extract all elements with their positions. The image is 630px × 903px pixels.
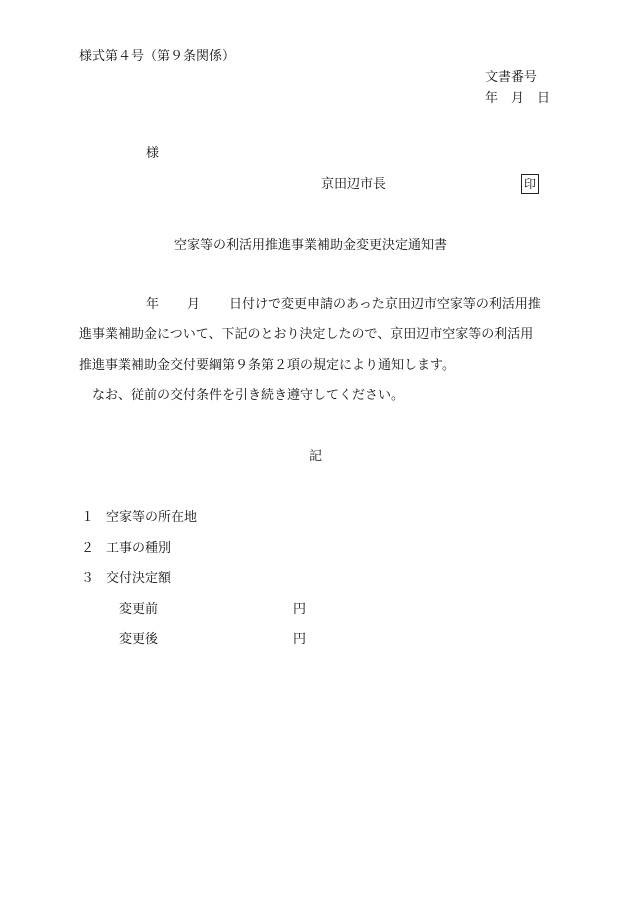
document-title: 空家等の利活用推進事業補助金変更決定通知書 — [174, 238, 448, 253]
amount-unit: 円 — [293, 602, 307, 617]
item-number: ３ — [81, 571, 95, 586]
amount-label: 変更前 — [119, 602, 159, 617]
addressee-suffix: 様 — [146, 146, 160, 161]
date-line: 年 月 日 — [485, 91, 551, 106]
sender-name: 京田辺市長 — [321, 177, 387, 192]
body-year: 年 — [146, 297, 160, 312]
document-number-label: 文書番号 — [485, 70, 538, 85]
amount-unit: 円 — [293, 632, 307, 647]
seal-stamp: 印 — [521, 174, 539, 194]
body-month: 月 — [187, 297, 201, 312]
item-number: ２ — [81, 541, 95, 556]
body-line-2: 進事業補助金について、下記のとおり決定したので、京田辺市空家等の利活用 — [79, 327, 534, 342]
body-line-4: なお、従前の交付条件を引き続き遵守してください。 — [92, 388, 405, 403]
ki-heading: 記 — [309, 449, 323, 464]
item-number: １ — [81, 510, 95, 525]
item-label: 空家等の所在地 — [106, 510, 198, 525]
form-number: 様式第４号（第９条関係） — [79, 49, 236, 64]
body-line-3: 推進事業補助金交付要綱第９条第２項の規定により通知します。 — [79, 358, 455, 373]
amount-label: 変更後 — [119, 632, 159, 647]
item-label: 交付決定額 — [106, 571, 172, 586]
body-line-1: 日付けで変更申請のあった京田辺市空家等の利活用推 — [229, 297, 541, 312]
item-label: 工事の種別 — [106, 541, 172, 556]
